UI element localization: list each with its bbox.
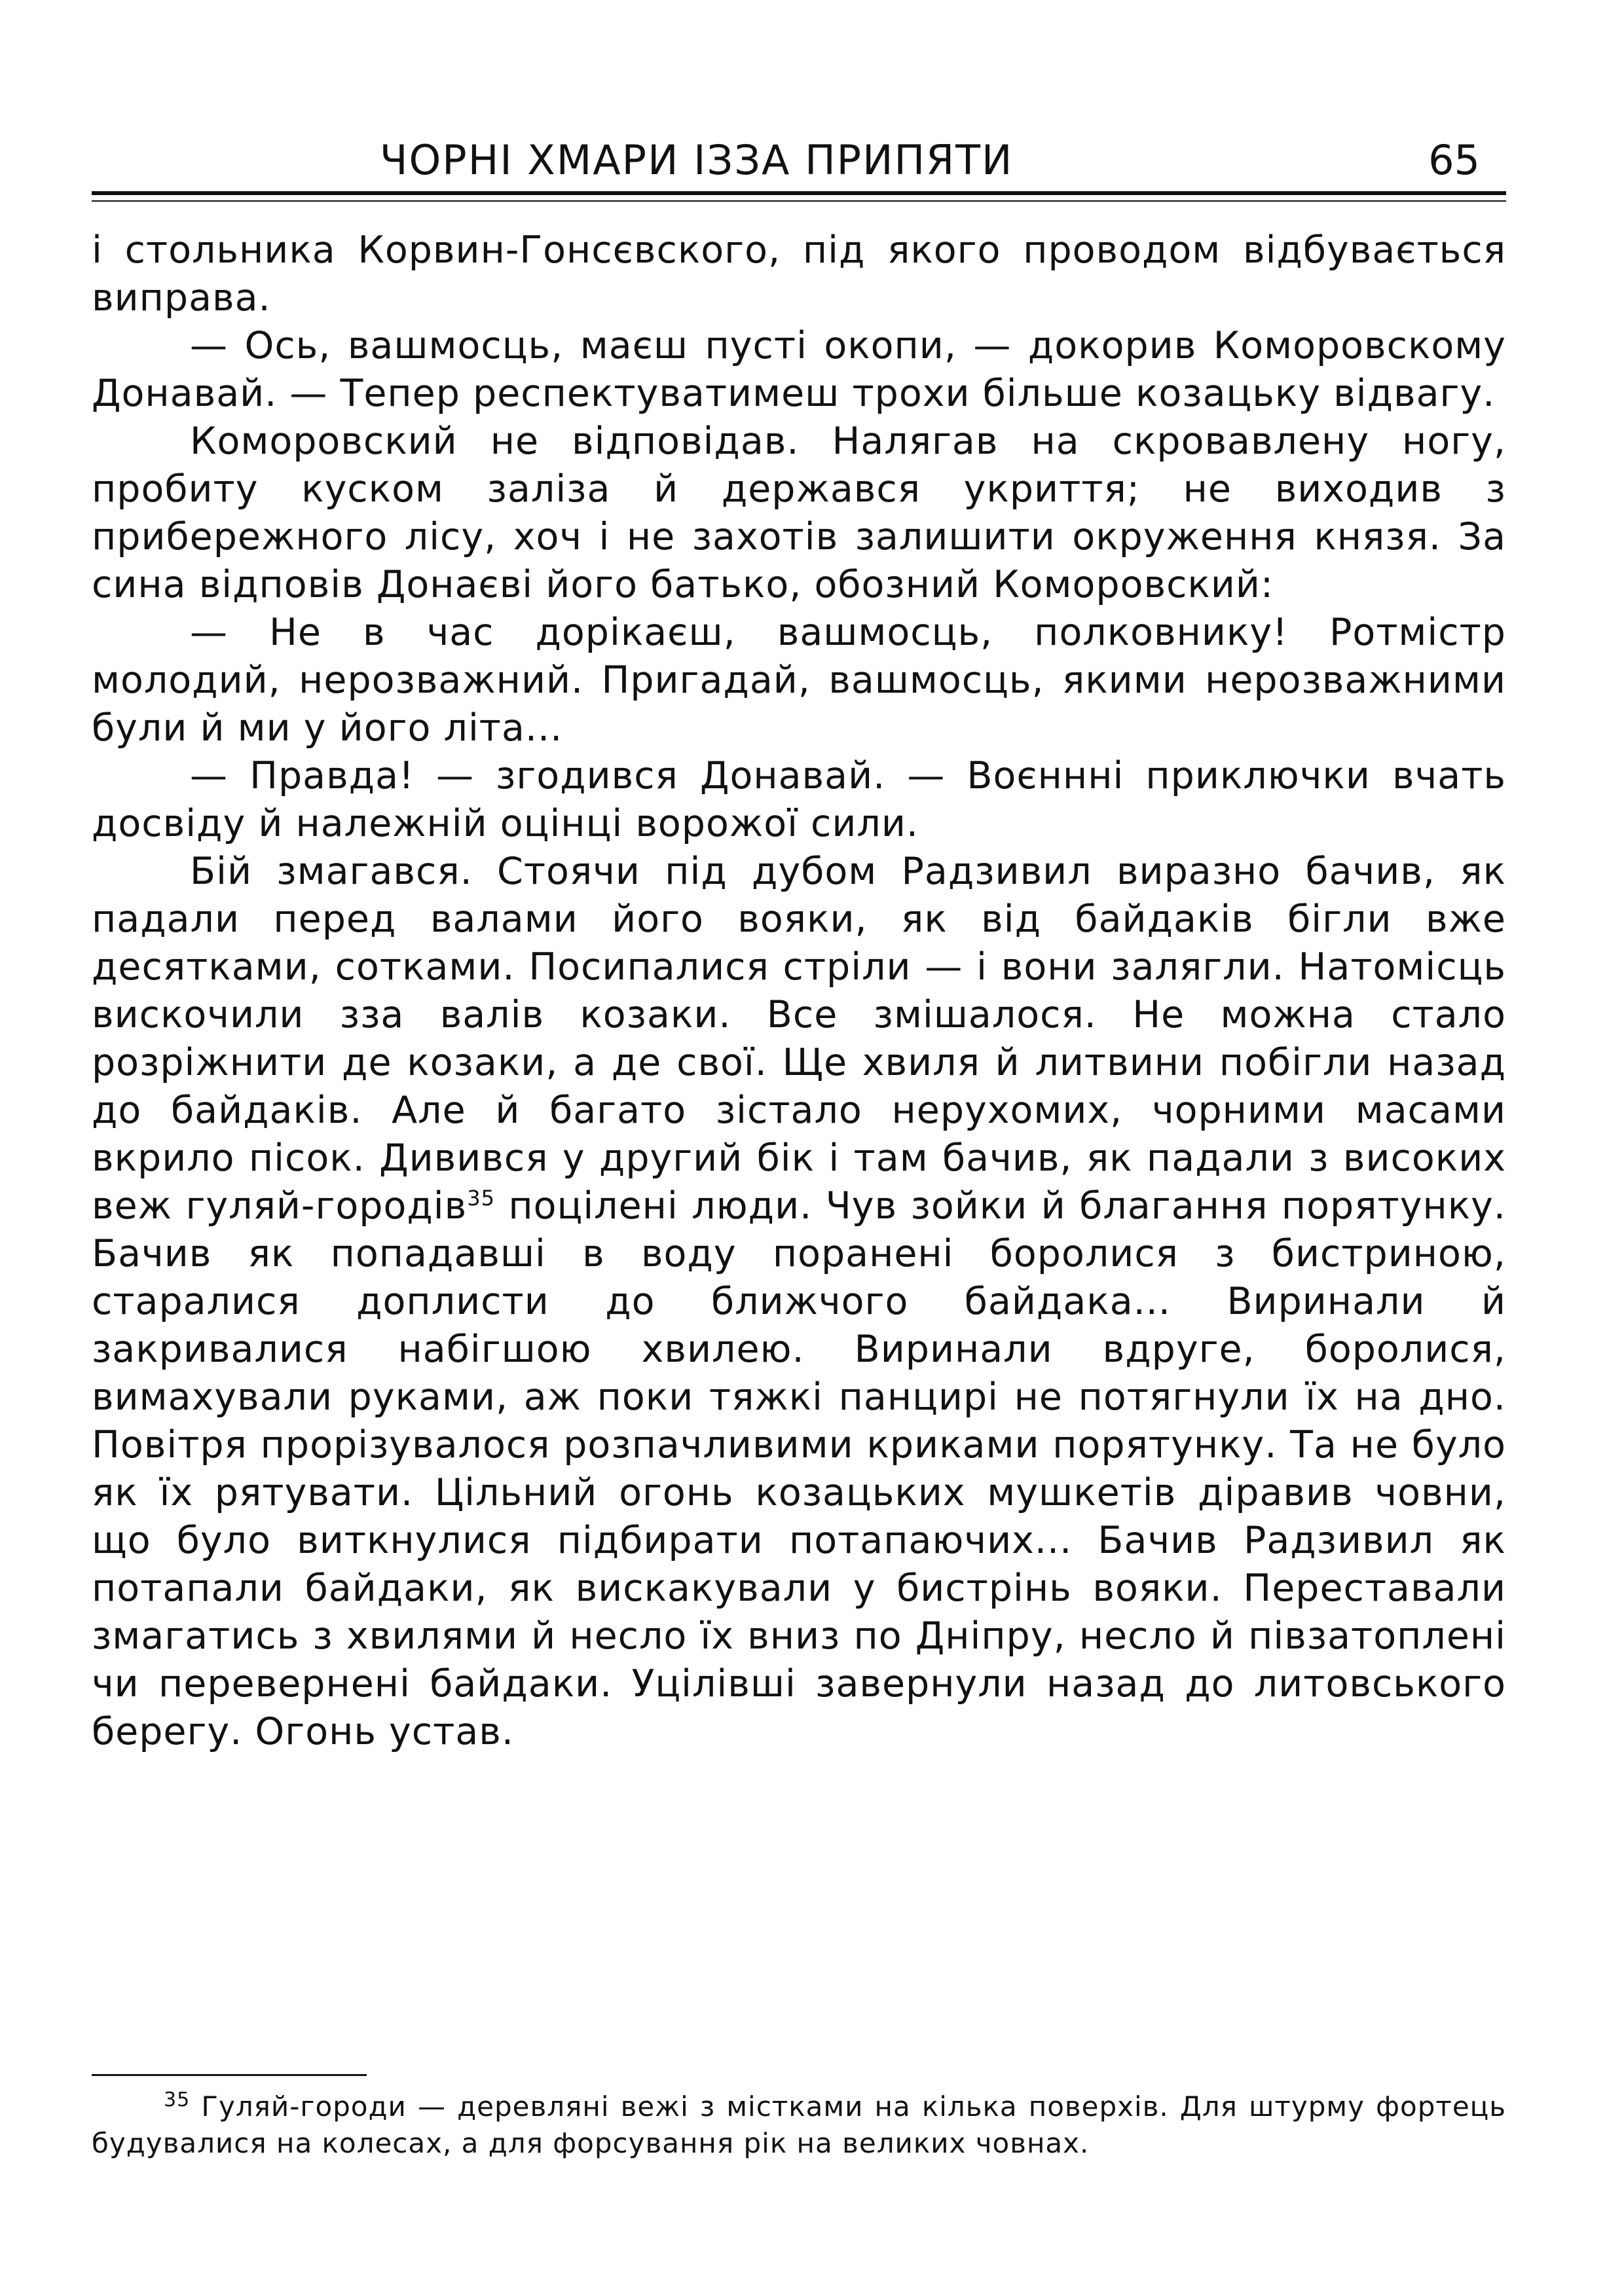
header-rule-thick [92,191,1506,195]
paragraph-6-part-1: Бій змагався. Стоячи під дубом Радзивил виразно бачив, як падали перед валами його вояки, як від байдаків бігли вже десятками, сотками. Посипалися стріли — і вони залягли. Натомісць вискочили зза валів козаки. Все змішалося. Не можна стало розріжнити де козаки, а де свої. Ще хвиля й литвини побігли назад до байдаків. Але й багато зістало нерухомих, чорними масами вкрило пісок. Дивився у другий бік і там бачив, як падали з високих веж гуляй-городів [92,850,1506,1228]
body-text [92,227,1506,1756]
paragraph-6-part-2: поцілені люди. Чув зойки й благання порятунку. Бачив як попадавші в воду поранені боролися з бистриною, старалися доплисти до ближчого байдака... Виринали й закривалися набігшою хвилею. Виринали вдруге, боролися, вимахували руками, аж поки тяжкі панцирі не потягнули їх на дно. Повітря прорізувалося розпачливими криками порятунку. Та не було як їх рятувати. Цільний огонь козацьких мушкетів діравив човни, що було виткнулися підбирати потапаючих... Бачив Радзивил як потапали байдаки, як вискакували у бистрінь вояки. Переставали змагатись з хвилями й несло їх вниз по Дніпру, несло й півзатоплені чи перевернені байдаки. Уцілівші завернули назад до литовського берегу. Огонь устав. [92,1184,1507,1753]
footnote-rule [92,2074,367,2076]
paragraph-5: — Правда! — згодився Донавай. — Воєннні приключки вчать досвіду й належній оцінці ворожої сили. [92,754,1506,845]
running-title: ЧОРНІ ХМАРИ ІЗЗА ПРИПЯТИ [380,136,1014,184]
paragraph-4: — Не в час дорікаєш, вашмосць, полковнику! Ротмістр молодий, нерозважний. Пригадай, вашмосць, якими нерозважними були й ми у його літа... [92,611,1506,750]
book-page [92,0,1506,2296]
page-number: 65 [1428,136,1480,184]
footnote-text: Гуляй-городи — деревляні вежі з містками на кілька поверхів. Для штурму фортець будувалися на колесах, а для форсування рік на великих човнах. [92,2090,1506,2159]
footnote-reference: 35 [467,1186,495,1211]
paragraph-3: Коморовский не відповідав. Налягав на скровавлену ногу, пробиту куском заліза й держався укриття; не виходив з прибережного лісу, хоч і не захотів залишити окруження князя. За сина відповів Донаєві його батько, обозний Коморовский: [92,420,1506,606]
paragraph-6 [92,848,1506,1756]
paragraph-1: і стольника Корвин-Гонсєвского, під якого проводом відбувається виправа. [92,228,1506,319]
footnote: 35 Гуляй-городи — деревляні вежі з містками на кілька поверхів. Для штурму фортець будувалися на колесах, а для форсування рік на великих човнах. [92,2088,1506,2159]
paragraph-2: — Ось, вашмосць, маєш пусті окопи, — докорив Коморовскому Донавай. — Тепер респектуватимеш трохи більше козацьку відвагу. [92,324,1506,415]
running-head [92,128,1506,187]
header-rule-thin [92,200,1506,202]
